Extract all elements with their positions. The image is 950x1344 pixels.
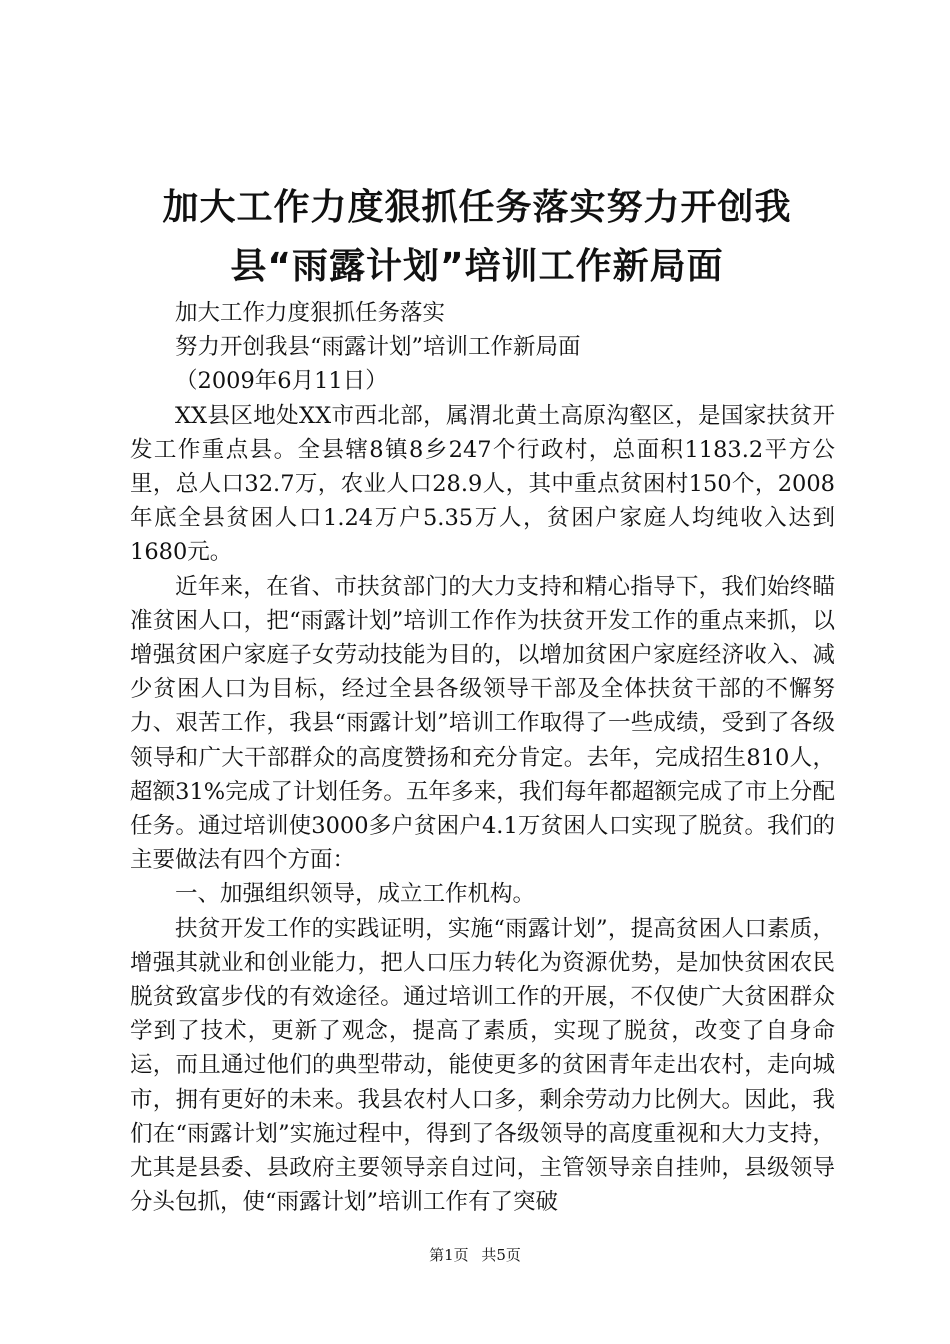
page-footer: [0, 1245, 950, 1265]
document-date: （2009年6月11日）: [175, 368, 388, 395]
document-body: [130, 296, 835, 1219]
section-heading-1: 一、加强组织领导，成立工作机构。: [175, 881, 536, 908]
paragraph-organization: 扶贫开发工作的实践证明，实施“雨露计划”，提高贫困人口素质，增强其就业和创业能力，把人口压力转化为资源优势，是加快贫困农民脱贫致富步伐的有效途径。通过培训工作的开展，不仅使广大贫困群众学到了技术，更新了观念，提高了素质，实现了脱贫，改变了自身命运，而且通过他们的典型带动，能使更多的贫困青年走出农村，走向城市，拥有更好的未来。我县农村人口多，剩余劳动力比例大。因此，我们在“雨露计划”实施过程中，得到了各级领导的高度重视和大力支持，尤其是县委、县政府主要领导亲自过问，主管领导亲自挂帅，县级领导分头包抓，使“雨露计划”培训工作有了突破: [130, 915, 835, 1216]
paragraph-county-overview: XX县区地处XX市西北部，属渭北黄土高原沟壑区，是国家扶贫开发工作重点县。全县辖8镇8乡247个行政村，总面积1183.2平方公里，总人口32.7万，农业人口28.9人，其中重点贫困村150个，2008年底全县贫困人口1.24万户5.35万人，贫困户家庭人均纯收入达到1680元。: [130, 402, 835, 566]
paragraph-achievements: 近年来，在省、市扶贫部门的大力支持和精心指导下，我们始终瞄准贫困人口，把“雨露计划”培训工作作为扶贫开发工作的重点来抓，以增强贫困户家庭子女劳动技能为目的，以增加贫困户家庭经济收入、减少贫困人口为目标，经过全县各级领导干部及全体扶贫干部的不懈努力、艰苦工作，我县“雨露计划”培训工作取得了一些成绩，受到了各级领导和广大干部群众的高度赞扬和充分肯定。去年，完成招生810人，超额31%完成了计划任务。五年多来，我们每年都超额完成了市上分配任务。通过培训使3000多户贫困户4.1万贫困人口实现了脱贫。我们的主要做法有四个方面：: [130, 573, 835, 874]
page-total: 共5页: [481, 1246, 521, 1264]
subtitle-line-2: 努力开创我县“雨露计划”培训工作新局面: [175, 334, 581, 361]
subtitle-line-1: 加大工作力度狠抓任务落实: [175, 300, 446, 326]
document-title: 加大工作力度狠抓任务落实努力开创我县“雨露计划”培训工作新局面: [162, 187, 792, 287]
page-number: 第1页: [429, 1246, 469, 1264]
